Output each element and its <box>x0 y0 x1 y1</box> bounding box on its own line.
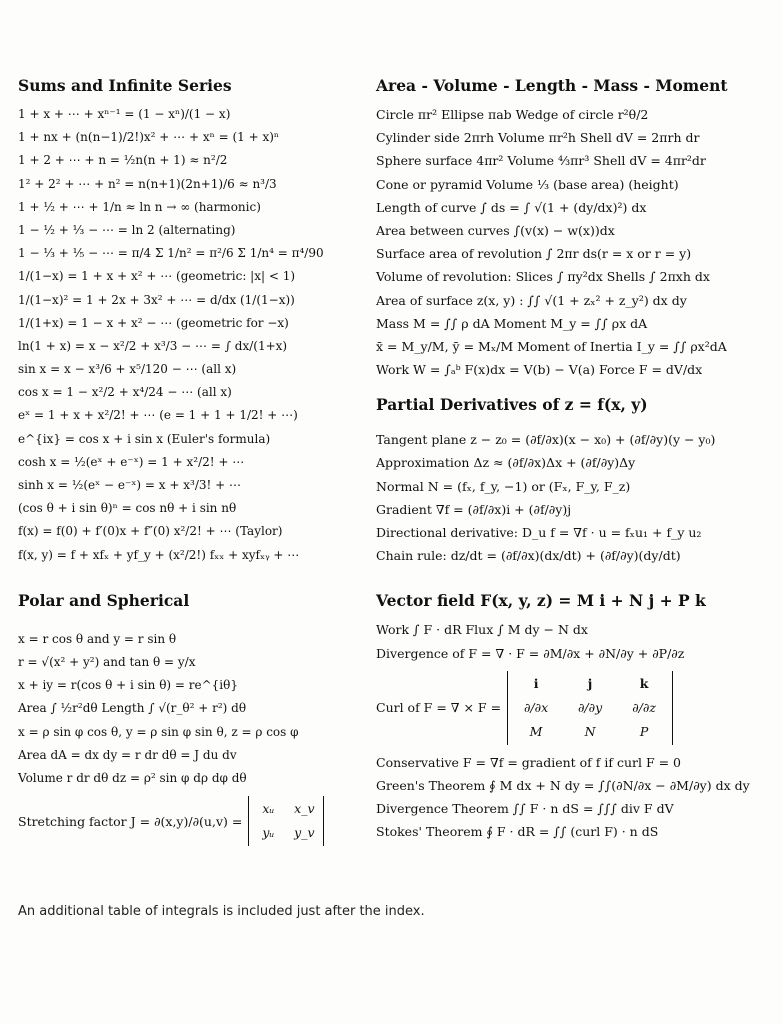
formula-line: Tangent plane z − z₀ = (∂f/∂x)(x − x₀) + (∂f/∂y)(y − y₀) <box>376 432 716 448</box>
matrix-cell: ∂/∂x <box>523 699 549 715</box>
formula-line: x + iy = r(cos θ + i sin θ) = re^{iθ} <box>18 678 239 693</box>
formula-line: f(x) = f(0) + f′(0)x + f″(0) x²/2! + ⋯ (Taylor) <box>18 524 283 539</box>
formula-line: 1 − ½ + ⅓ − ⋯ = ln 2 (alternating) <box>18 222 236 237</box>
polar-formula-list <box>18 628 363 790</box>
matrix-cell: j <box>587 675 593 691</box>
formula-line: x̄ = M_y/M, ȳ = Mₓ/M Moment of Inertia I_y = ∫∫ ρx²dA <box>376 338 727 354</box>
formula-line: 1 + 2 + ⋯ + n = ½n(n + 1) ≈ n²/2 <box>18 153 228 168</box>
matrix-cell: ∂/∂y <box>577 699 603 715</box>
area-formula-list <box>376 103 774 381</box>
curl-determinant <box>507 671 673 745</box>
formula-line: Gradient ∇f = (∂f/∂x)i + (∂f/∂y)j <box>376 501 572 517</box>
formula-line: Volume r dr dθ dz = ρ² sin φ dρ dφ dθ <box>18 770 247 785</box>
formula-line: e^{ix} = cos x + i sin x (Euler's formula) <box>18 431 271 446</box>
matrix-cell: y_v <box>294 825 315 841</box>
formula-line: cosh x = ½(eˣ + e⁻ˣ) = 1 + x²/2! + ⋯ <box>18 454 245 469</box>
matrix-cell: yᵤ <box>262 825 275 841</box>
formula-line: cos x = 1 − x²/2 + x⁴/24 − ⋯ (all x) <box>18 385 232 400</box>
jacobian-determinant <box>248 796 324 846</box>
formula-line: sinh x = ½(eˣ − e⁻ˣ) = x + x³/3! + ⋯ <box>18 478 242 492</box>
formula-line: r = √(x² + y²) and tan θ = y/x <box>18 654 196 669</box>
formula-line: Work W = ∫ₐᵇ F(x)dx = V(b) − V(a) Force F = dV/dx <box>376 362 703 378</box>
sums-formula-list <box>18 103 363 567</box>
footer-note: An additional table of integrals is included just after the index. <box>18 904 425 919</box>
formula-line: Normal N = (fₓ, f_y, −1) or (Fₓ, F_y, F_z) <box>376 478 631 494</box>
formula-line: Approximation Δz ≈ (∂f/∂x)Δx + (∂f/∂y)Δy <box>376 455 636 471</box>
matrix-cell: i <box>533 675 539 691</box>
vector-formula-list <box>376 618 774 843</box>
formula-line: sin x = x − x³/6 + x⁵/120 − ⋯ (all x) <box>18 362 237 377</box>
formula-line: 1/(1+x) = 1 − x + x² − ⋯ (geometric for −x) <box>18 315 289 330</box>
formula-line: 1/(1−x) = 1 + x + x² + ⋯ (geometric: |x| < 1) <box>18 269 296 284</box>
formula-line: Area ∫ ½r²dθ Length ∫ √(r_θ² + r²) dθ <box>18 701 247 716</box>
formula-line: Sphere surface 4πr² Volume ⁴⁄₃πr³ Shell dV = 4πr²dr <box>376 153 706 169</box>
formula-line: Length of curve ∫ ds = ∫ √(1 + (dy/dx)²) dx <box>376 199 647 215</box>
formula-line: Work ∫ F · dR Flux ∫ M dy − N dx <box>376 622 588 638</box>
formula-line: Divergence Theorem ∫∫ F · n dS = ∫∫∫ div F dV <box>376 801 674 817</box>
formula-line: 1 + ½ + ⋯ + 1/n ≈ ln n → ∞ (harmonic) <box>18 199 261 214</box>
formula-line: Area between curves ∫(v(x) − w(x))dx <box>376 222 615 238</box>
formula-line: f(x, y) = f + xfₓ + yf_y + (x²/2!) fₓₓ + xyfₓᵧ + ⋯ <box>18 547 300 562</box>
formula-line: Cone or pyramid Volume ⅓ (base area) (height) <box>376 176 679 192</box>
matrix-cell: xᵤ <box>262 801 275 817</box>
formula-line: Area of surface z(x, y) : ∫∫ √(1 + zₓ² + z_y²) dx dy <box>376 292 687 308</box>
partial-section-title: Partial Derivatives of z = f(x, y) <box>376 395 648 415</box>
right-column <box>376 76 774 844</box>
formula-line: Volume of revolution: Slices ∫ πy²dx Shells ∫ 2πxh dx <box>376 269 710 285</box>
formula-line: Circle πr² Ellipse πab Wedge of circle r²θ/2 <box>376 107 649 122</box>
matrix-cell: k <box>639 675 649 691</box>
formula-line: Stokes' Theorem ∮ F · dR = ∫∫ (curl F) · n dS <box>376 824 659 840</box>
formula-line: 1 + nx + (n(n−1)/2!)x² + ⋯ + xⁿ = (1 + x)ⁿ <box>18 130 280 145</box>
sums-section-title: Sums and Infinite Series <box>18 76 232 95</box>
matrix-cell: M <box>529 723 543 739</box>
matrix-cell: N <box>584 723 596 739</box>
formula-line: 1 + x + ⋯ + xⁿ⁻¹ = (1 − xⁿ)/(1 − x) <box>18 107 231 121</box>
matrix-cell: P <box>639 723 649 739</box>
polar-section-title: Polar and Spherical <box>18 590 190 610</box>
formula-line: Conservative F = ∇f = gradient of f if curl F = 0 <box>376 754 682 770</box>
area-section-title: Area - Volume - Length - Mass - Moment <box>376 76 728 95</box>
matrix-cell: x_v <box>294 801 315 817</box>
vector-section-title: Vector field F(x, y, z) = M i + N j + P k <box>376 591 706 611</box>
matrix-cell: ∂/∂z <box>632 699 656 715</box>
formula-line: eˣ = 1 + x + x²/2! + ⋯ (e = 1 + 1 + 1/2! + ⋯) <box>18 408 298 423</box>
stretching-factor-label: Stretching factor J = ∂(x,y)/∂(u,v) = <box>18 813 243 829</box>
formula-line: Area dA = dx dy = r dr dθ = J du dv <box>18 747 237 762</box>
formula-line: (cos θ + i sin θ)ⁿ = cos nθ + i sin nθ <box>18 501 237 516</box>
formula-line: Cylinder side 2πrh Volume πr²h Shell dV = 2πrh dr <box>376 130 700 146</box>
partial-formula-list <box>376 428 774 567</box>
stretching-factor <box>18 796 363 846</box>
formula-line: ln(1 + x) = x − x²/2 + x³/3 − ⋯ = ∫ dx/(1+x) <box>18 338 288 353</box>
formula-line: Green's Theorem ∮ M dx + N dy = ∫∫(∂N/∂x − ∂M/∂y) dx dy <box>376 777 750 793</box>
formula-line: Chain rule: dz/dt = (∂f/∂x)(dx/dt) + (∂f/∂y)(dy/dt) <box>376 548 681 564</box>
curl-formula <box>376 671 774 745</box>
formula-line: Directional derivative: D_u f = ∇f · u = fₓu₁ + f_y u₂ <box>376 525 702 540</box>
formula-line: Mass M = ∫∫ ρ dA Moment M_y = ∫∫ ρx dA <box>376 315 648 331</box>
formula-line: Surface area of revolution ∫ 2πr ds(r = x or r = y) <box>376 246 692 262</box>
formula-line: 1 − ⅓ + ⅕ − ⋯ = π/4 Σ 1/n² = π²/6 Σ 1/n⁴ = π⁴/90 <box>18 246 324 261</box>
curl-label: Curl of F = ∇ × F = <box>376 700 502 716</box>
formula-line: x = r cos θ and y = r sin θ <box>18 631 177 646</box>
formula-line: 1² + 2² + ⋯ + n² = n(n+1)(2n+1)/6 ≈ n³/3 <box>18 176 277 191</box>
left-column <box>18 76 363 852</box>
formula-line: Divergence of F = ∇ · F = ∂M/∂x + ∂N/∂y + ∂P/∂z <box>376 645 685 661</box>
formula-line: x = ρ sin φ cos θ, y = ρ sin φ sin θ, z = ρ cos φ <box>18 724 299 739</box>
formula-line: 1/(1−x)² = 1 + 2x + 3x² + ⋯ = d/dx (1/(1−x)) <box>18 292 295 307</box>
